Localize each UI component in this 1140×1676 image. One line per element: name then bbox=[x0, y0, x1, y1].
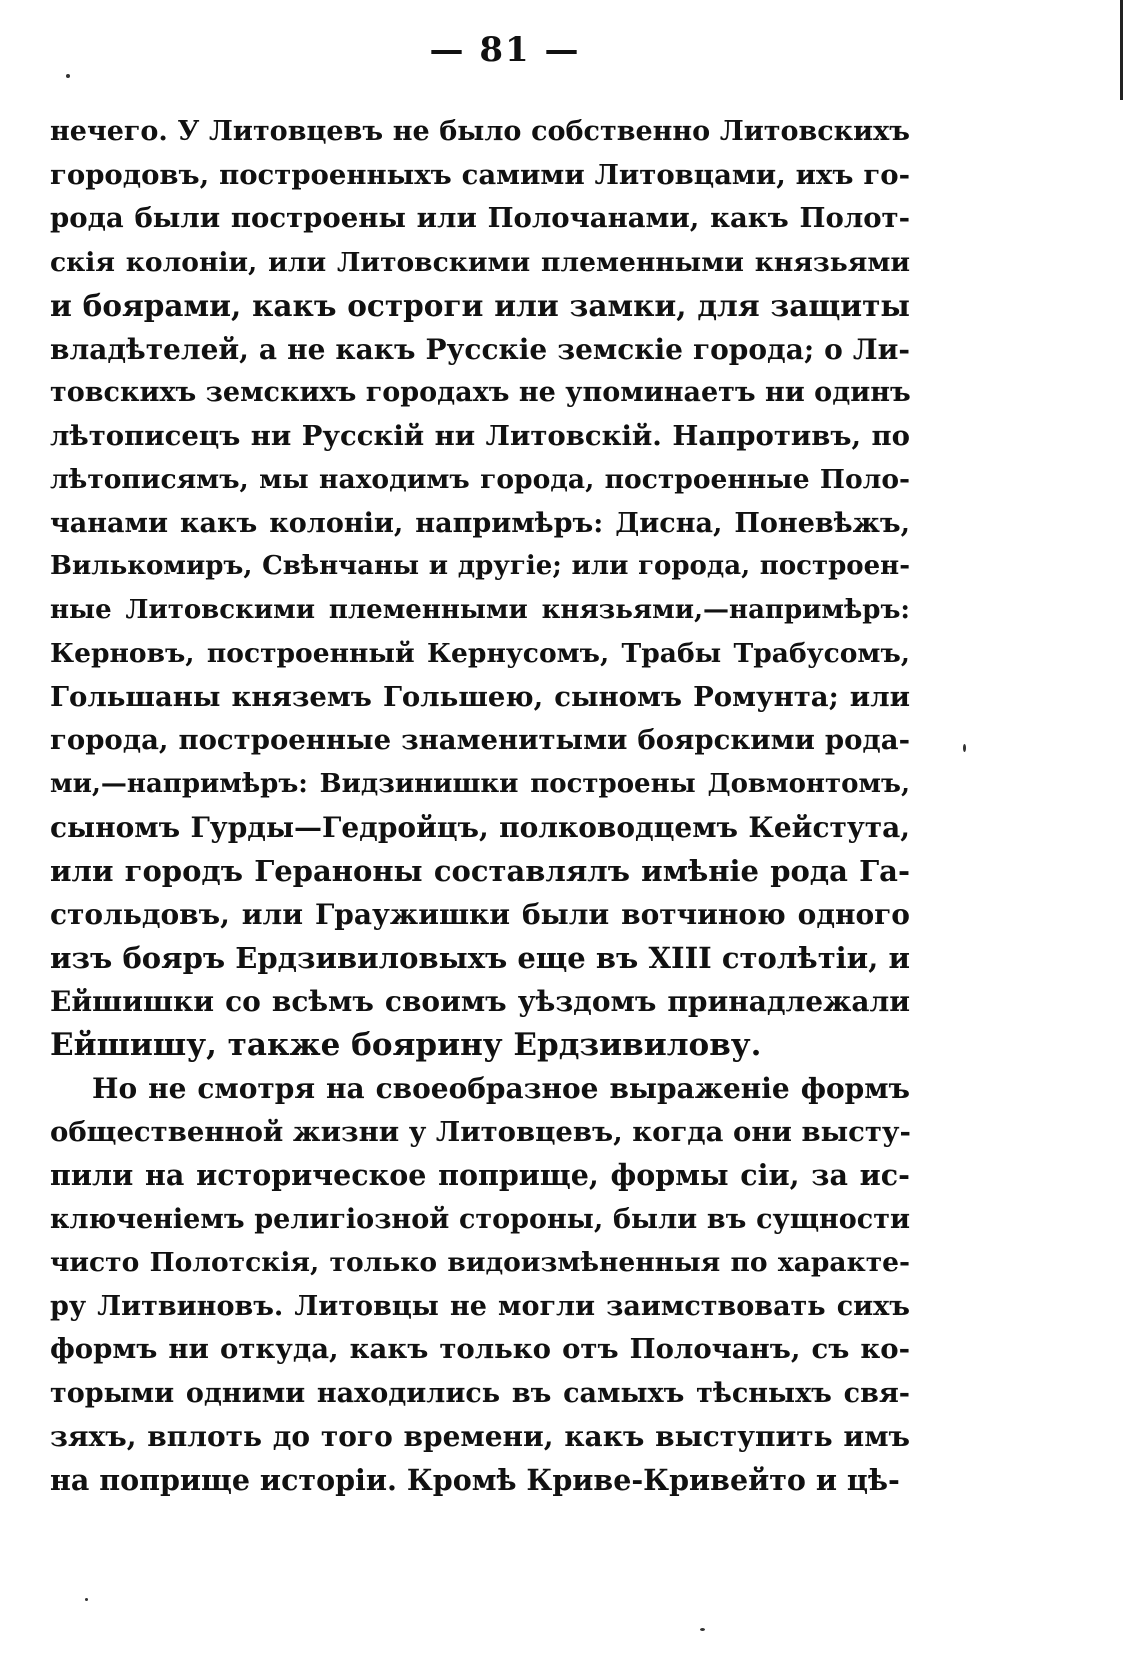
text-line: городовъ, построенныхъ самими Литовцами, ихъ го- bbox=[50, 158, 910, 191]
text-line: ные Литовскими племенными князьями,—напримѣръ: bbox=[50, 594, 910, 625]
print-speck bbox=[85, 1598, 88, 1601]
text-line: ключеніемъ религіозной стороны, были въ сущности bbox=[50, 1203, 910, 1235]
text-line: нечего. У Литовцевъ не было собственно Литовскихъ bbox=[50, 116, 910, 147]
text-line: Гольшаны княземъ Гольшею, сыномъ Ромунта; или bbox=[50, 680, 910, 713]
text-line: общественной жизни у Литовцевъ, когда они высту- bbox=[50, 1115, 911, 1148]
text-line: изъ бояръ Ердзивиловыхъ еще въ XIII столѣтіи, и bbox=[50, 940, 910, 975]
text-line: сыномъ Гурды—Гедройцъ, полководцемъ Кейстута, bbox=[50, 811, 910, 844]
page-number: — 81 — bbox=[429, 30, 581, 70]
text-line: Ейшишки со всѣмъ своимъ уѣздомъ принадлежали bbox=[50, 985, 910, 1018]
text-line: лѣтописецъ ни Русскій ни Литовскій. Напротивъ, по bbox=[50, 419, 910, 452]
text-line: торыми одними находились въ самыхъ тѣсныхъ свя- bbox=[50, 1377, 910, 1409]
text-line: лѣтописямъ, мы находимъ города, построенные Поло- bbox=[50, 464, 910, 495]
text-line: на поприще исторіи. Кромѣ Криве-Кривейто и цѣ- bbox=[50, 1462, 900, 1497]
text-line: или городъ Герaноны составлялъ имѣніе рода Га- bbox=[50, 853, 910, 888]
text-line: стольдовъ, или Граужишки были вотчиною одного bbox=[50, 898, 910, 931]
paragraph-1 bbox=[50, 110, 910, 1067]
body-text bbox=[50, 110, 910, 1502]
text-line: зяхъ, вплоть до того времени, какъ выступить имъ bbox=[50, 1420, 910, 1453]
page-edge-line bbox=[1120, 0, 1123, 100]
text-line: ми,—напримѣръ: Видзинишки построены Довмонтомъ, bbox=[50, 768, 910, 799]
text-line: ру Литвиновъ. Литовцы не могли заимствовать сихъ bbox=[50, 1290, 910, 1322]
text-line: и боярами, какъ остроги или замки, для защиты bbox=[50, 288, 910, 323]
text-line: Но не смотря на своеобразное выраженіе формъ bbox=[92, 1072, 910, 1105]
text-line: чанами какъ колоніи, напримѣръ: Дисна, Поневѣжъ, bbox=[50, 507, 910, 539]
text-line: рода были построены или Полочанами, какъ Полот- bbox=[50, 202, 910, 234]
print-speck bbox=[963, 744, 966, 752]
paragraph-2 bbox=[50, 1067, 910, 1502]
text-line: скія колоніи, или Литовскими племенными князьями bbox=[50, 246, 910, 278]
text-line: города, построенные знаменитыми боярскими рода- bbox=[50, 724, 910, 756]
text-line: Ейшишу, также боярину Ердзивилову. bbox=[50, 1026, 762, 1063]
print-speck bbox=[700, 1628, 705, 1631]
text-line: формъ ни откуда, какъ только отъ Полочанъ, съ ко- bbox=[50, 1333, 910, 1365]
text-line: пили на историческое поприще, формы сіи, за ис- bbox=[50, 1158, 910, 1192]
text-line: Керновъ, построенный Кернусомъ, Трабы Трабусомъ, bbox=[50, 638, 910, 669]
text-line: товскихъ земскихъ городахъ не упоминаетъ ни одинъ bbox=[50, 377, 911, 408]
print-speck bbox=[66, 74, 70, 78]
text-line: владѣтелей, а не какъ Русскіе земскіе города; о Ли- bbox=[50, 332, 910, 366]
text-line: Вилькомиръ, Свѣнчаны и другіе; или города, построен- bbox=[50, 551, 910, 581]
text-line: чисто Полотскія, только видоизмѣненныя по характе- bbox=[50, 1247, 910, 1278]
